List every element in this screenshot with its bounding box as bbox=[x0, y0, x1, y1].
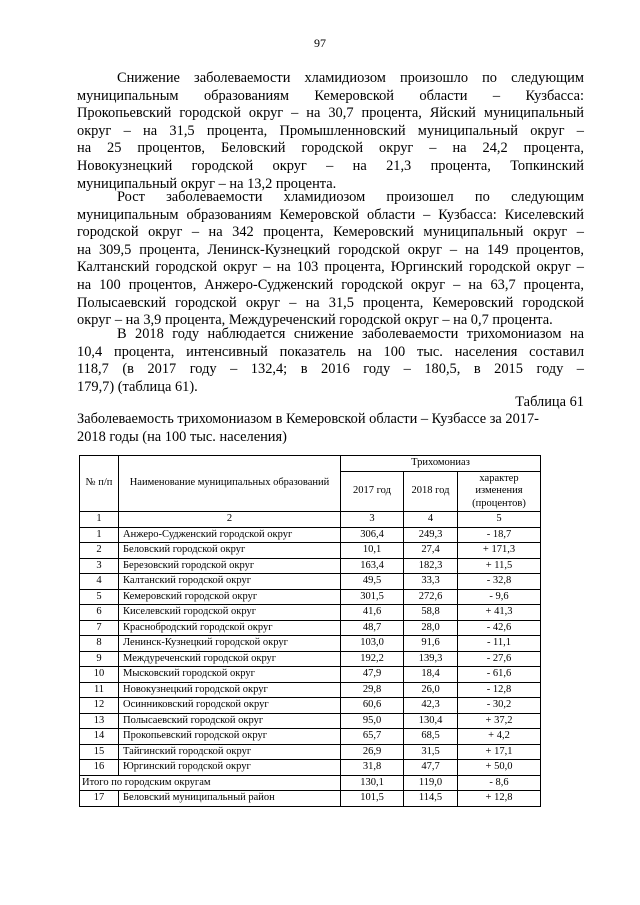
row-name: Мысковский городской округ bbox=[119, 667, 341, 683]
row-number: 16 bbox=[80, 760, 119, 776]
row-number: 15 bbox=[80, 744, 119, 760]
table-row bbox=[80, 667, 541, 683]
caption-line: 2018 годы (на 100 тыс. населения) bbox=[77, 428, 287, 445]
text-line: 118,7 (в 2017 году – 132,4; в 2016 году – 180,5, в 2015 году – bbox=[77, 361, 584, 378]
row-change: - 9,6 bbox=[458, 589, 541, 605]
row-2017: 41,6 bbox=[341, 605, 404, 621]
header-name: Наименование муниципальных образований bbox=[119, 456, 341, 512]
row-2018: 26,0 bbox=[404, 682, 458, 698]
row-2017: 47,9 bbox=[341, 667, 404, 683]
row-number: 9 bbox=[80, 651, 119, 667]
row-2018: 249,3 bbox=[404, 527, 458, 543]
table-row bbox=[80, 698, 541, 714]
row-2017: 48,7 bbox=[341, 620, 404, 636]
text-line: 179,7) (таблица 61). bbox=[77, 378, 198, 395]
col-num: 2 bbox=[119, 512, 341, 528]
paragraph-chlamydia-increase bbox=[77, 189, 584, 330]
text-line: на 25 процентов, Беловский городской округ – на 24,2 процента, bbox=[77, 140, 584, 157]
text-line: Прокопьевский городской округ – на 30,7 процента, Яйский муниципальный bbox=[77, 105, 584, 122]
trichomoniasis-table bbox=[79, 455, 541, 807]
row-change: - 32,8 bbox=[458, 574, 541, 590]
row-2017: 163,4 bbox=[341, 558, 404, 574]
text-line: округ – на 31,5 процента, Промышленновский муниципальный округ – bbox=[77, 122, 584, 139]
row-number: 10 bbox=[80, 667, 119, 683]
row-name: Киселевский городской округ bbox=[119, 605, 341, 621]
row-name: Калтанский городской округ bbox=[119, 574, 341, 590]
row-change: - 61,6 bbox=[458, 667, 541, 683]
col-num: 5 bbox=[458, 512, 541, 528]
row-2017: 103,0 bbox=[341, 636, 404, 652]
table-row bbox=[80, 574, 541, 590]
row-change: + 17,1 bbox=[458, 744, 541, 760]
table-row bbox=[80, 636, 541, 652]
row-name: Осинниковский городской округ bbox=[119, 698, 341, 714]
row-number: 6 bbox=[80, 605, 119, 621]
row-2018: 182,3 bbox=[404, 558, 458, 574]
row-2018: 18,4 bbox=[404, 667, 458, 683]
row-2017: 95,0 bbox=[341, 713, 404, 729]
row-name: Новокузнецкий городской округ bbox=[119, 682, 341, 698]
text-line: Полысаевский городской округ – на 31,5 процента, Кемеровский городской bbox=[77, 294, 584, 311]
row-number: 11 bbox=[80, 682, 119, 698]
row-change: + 12,8 bbox=[458, 791, 541, 807]
table-row bbox=[80, 713, 541, 729]
total-row bbox=[80, 775, 541, 791]
row-2017: 65,7 bbox=[341, 729, 404, 745]
row-name: Кемеровский городской округ bbox=[119, 589, 341, 605]
caption-line: Заболеваемость трихомониазом в Кемеровской области – Кузбассе за 2017- bbox=[77, 411, 539, 427]
text-line: муниципальным образованиям Кемеровской области – Кузбасса: Киселевский bbox=[77, 206, 584, 223]
text-line: Новокузнецкий городской округ – на 21,3 процента, Топкинский bbox=[77, 157, 584, 174]
header-num: № п/п bbox=[80, 456, 119, 512]
row-2017: 10,1 bbox=[341, 543, 404, 559]
row-2017: 101,5 bbox=[341, 791, 404, 807]
table-label: Таблица 61 bbox=[515, 394, 584, 410]
row-change: + 11,5 bbox=[458, 558, 541, 574]
row-2017: 192,2 bbox=[341, 651, 404, 667]
row-number: 17 bbox=[80, 791, 119, 807]
row-change: - 18,7 bbox=[458, 527, 541, 543]
row-2018: 91,6 bbox=[404, 636, 458, 652]
text-line: муниципальный округ – на 13,2 процента. bbox=[77, 175, 337, 192]
table-row bbox=[80, 744, 541, 760]
page-number: 97 bbox=[314, 36, 326, 50]
row-change: + 37,2 bbox=[458, 713, 541, 729]
table-row bbox=[80, 558, 541, 574]
total-change: - 8,6 bbox=[458, 775, 541, 791]
col-num: 3 bbox=[341, 512, 404, 528]
row-2018: 272,6 bbox=[404, 589, 458, 605]
header-2018: 2018 год bbox=[404, 471, 458, 512]
text-line: на 309,5 процента, Ленинск-Кузнецкий городской округ – на 149 процентов, bbox=[77, 241, 584, 258]
row-number: 1 bbox=[80, 527, 119, 543]
row-name: Юргинский городской округ bbox=[119, 760, 341, 776]
row-2017: 49,5 bbox=[341, 574, 404, 590]
table-row bbox=[80, 605, 541, 621]
row-name: Анжеро-Судженский городской округ bbox=[119, 527, 341, 543]
row-2018: 33,3 bbox=[404, 574, 458, 590]
table-row bbox=[80, 543, 541, 559]
row-number: 12 bbox=[80, 698, 119, 714]
row-number: 3 bbox=[80, 558, 119, 574]
row-2018: 27,4 bbox=[404, 543, 458, 559]
header-2017: 2017 год bbox=[341, 471, 404, 512]
text-line: 10,4 процента, интенсивный показатель на 100 тыс. населения составил bbox=[77, 343, 584, 360]
text-line: муниципальным образованиям Кемеровской области – Кузбасса: bbox=[77, 87, 584, 104]
table-row bbox=[80, 651, 541, 667]
row-name: Междуреченский городской округ bbox=[119, 651, 341, 667]
row-2018: 68,5 bbox=[404, 729, 458, 745]
row-name: Полысаевский городской округ bbox=[119, 713, 341, 729]
row-2018: 47,7 bbox=[404, 760, 458, 776]
col-num: 1 bbox=[80, 512, 119, 528]
row-number: 14 bbox=[80, 729, 119, 745]
text-line: на 100 процентов, Анжеро-Судженский городской округ – на 63,7 процента, bbox=[77, 276, 584, 293]
text-line: округ – на 3,9 процента, Междуреченский городской округ – на 0,7 процента. bbox=[77, 312, 553, 329]
total-2017: 130,1 bbox=[341, 775, 404, 791]
row-2018: 31,5 bbox=[404, 744, 458, 760]
row-2017: 60,6 bbox=[341, 698, 404, 714]
text-line: Рост заболеваемости хламидиозом произошел по следующим bbox=[117, 189, 584, 205]
row-change: - 27,6 bbox=[458, 651, 541, 667]
header-group: Трихомониаз bbox=[341, 456, 541, 472]
row-change: + 171,3 bbox=[458, 543, 541, 559]
row-name: Краснобродский городской округ bbox=[119, 620, 341, 636]
col-num: 4 bbox=[404, 512, 458, 528]
row-name: Беловский муниципальный район bbox=[119, 791, 341, 807]
text-line: В 2018 году наблюдается снижение заболеваемости трихомониазом на bbox=[117, 326, 584, 342]
row-name: Прокопьевский городской округ bbox=[119, 729, 341, 745]
row-change: - 12,8 bbox=[458, 682, 541, 698]
row-2017: 31,8 bbox=[341, 760, 404, 776]
row-2018: 58,8 bbox=[404, 605, 458, 621]
column-number-row bbox=[80, 512, 541, 528]
row-number: 8 bbox=[80, 636, 119, 652]
text-line: городской округ – на 342 процента, Кемеровский муниципальный округ – bbox=[77, 224, 584, 241]
text-line: Снижение заболеваемости хламидиозом произошло по следующим bbox=[117, 70, 584, 86]
row-name: Беловский городской округ bbox=[119, 543, 341, 559]
table-row bbox=[80, 589, 541, 605]
table-row bbox=[80, 760, 541, 776]
row-2018: 139,3 bbox=[404, 651, 458, 667]
row-2018: 42,3 bbox=[404, 698, 458, 714]
table-row bbox=[80, 791, 541, 807]
row-name: Березовский городской округ bbox=[119, 558, 341, 574]
table-row bbox=[80, 682, 541, 698]
row-2017: 306,4 bbox=[341, 527, 404, 543]
row-2017: 29,8 bbox=[341, 682, 404, 698]
table-row bbox=[80, 729, 541, 745]
paragraph-chlamydia-decrease bbox=[77, 70, 584, 193]
row-change: + 4,2 bbox=[458, 729, 541, 745]
row-change: + 50,0 bbox=[458, 760, 541, 776]
row-change: + 41,3 bbox=[458, 605, 541, 621]
row-number: 2 bbox=[80, 543, 119, 559]
table-caption bbox=[77, 411, 584, 446]
header-change: характер изменения (процентов) bbox=[458, 471, 541, 512]
row-name: Ленинск-Кузнецкий городской округ bbox=[119, 636, 341, 652]
table-row bbox=[80, 620, 541, 636]
total-label: Итого по городским округам bbox=[80, 775, 341, 791]
row-number: 13 bbox=[80, 713, 119, 729]
row-2018: 130,4 bbox=[404, 713, 458, 729]
row-2017: 301,5 bbox=[341, 589, 404, 605]
paragraph-trichomoniasis bbox=[77, 326, 584, 396]
row-number: 5 bbox=[80, 589, 119, 605]
total-2018: 119,0 bbox=[404, 775, 458, 791]
row-2017: 26,9 bbox=[341, 744, 404, 760]
text-line: Калтанский городской округ – на 103 процента, Юргинский городской округ – bbox=[77, 259, 584, 276]
row-number: 7 bbox=[80, 620, 119, 636]
table-header-row bbox=[80, 456, 541, 472]
row-2018: 28,0 bbox=[404, 620, 458, 636]
row-2018: 114,5 bbox=[404, 791, 458, 807]
row-change: - 11,1 bbox=[458, 636, 541, 652]
table-row bbox=[80, 527, 541, 543]
row-number: 4 bbox=[80, 574, 119, 590]
row-name: Тайгинский городской округ bbox=[119, 744, 341, 760]
row-change: - 30,2 bbox=[458, 698, 541, 714]
row-change: - 42,6 bbox=[458, 620, 541, 636]
